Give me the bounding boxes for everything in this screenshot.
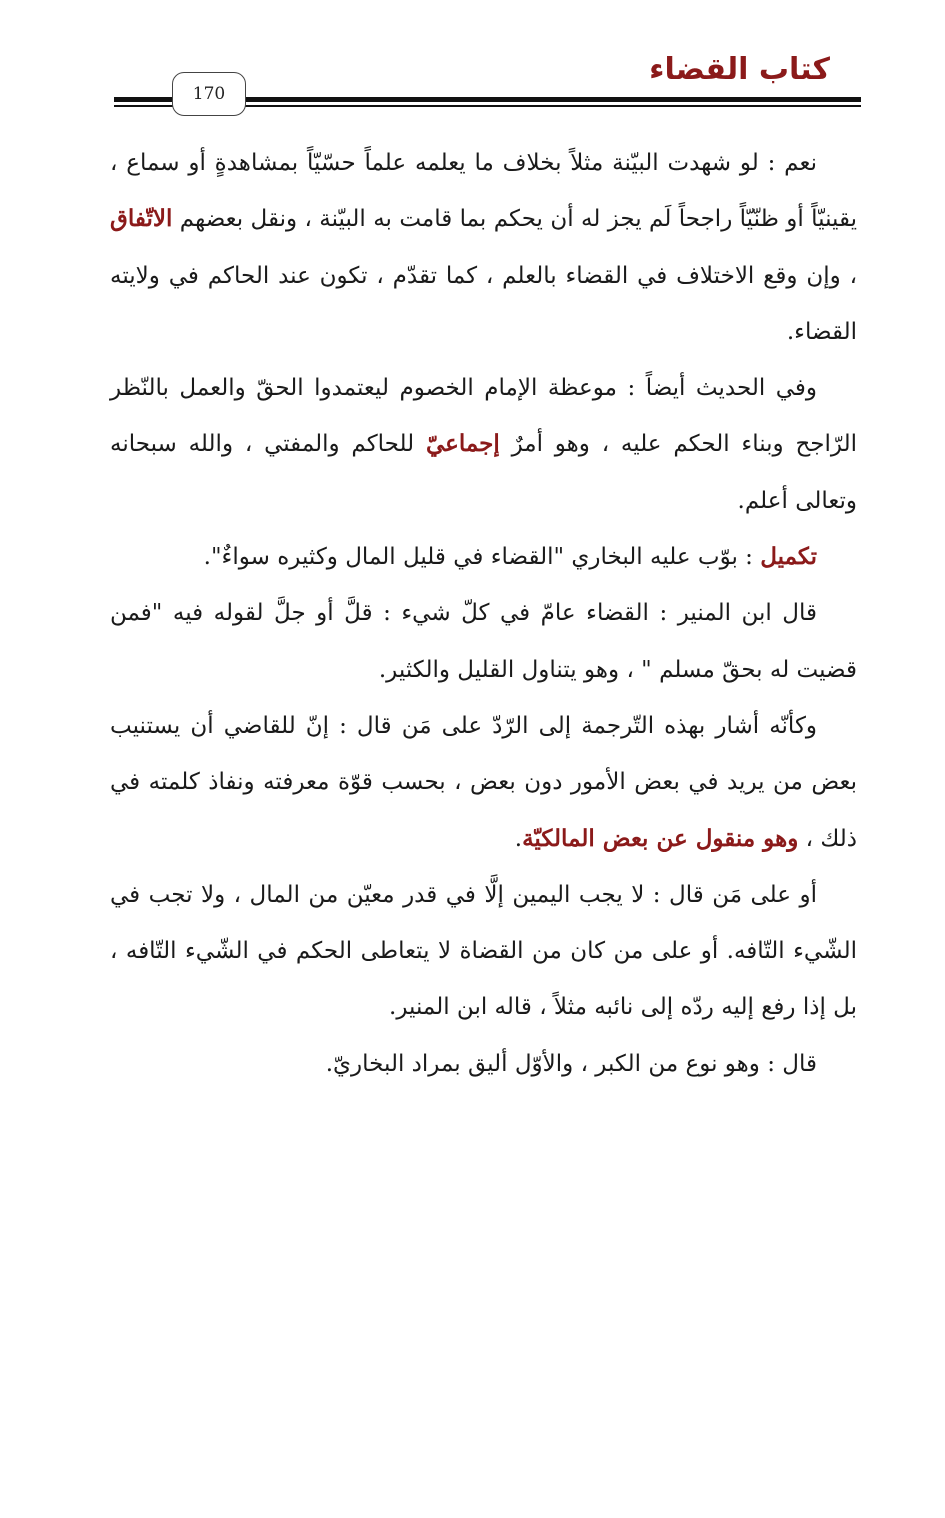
highlighted-term: تكميل (760, 543, 817, 571)
paragraph-text: نعم : لو شهدت البيّنة مثلاً بخلاف ما يعلمه علماً حسّيّاً بمشاهدةٍ أو سماع ، يقينيّاً أو ظنّيّاً راجحاً لَم يجز له أن يحكم بما قامت به البيّنة ، ونقل بعضهم (110, 150, 857, 233)
chapter-title: كتاب القضاء (649, 52, 830, 87)
page-body (110, 135, 857, 1092)
highlighted-term: وهو منقول عن بعض المالكيّة (522, 824, 799, 852)
paragraph-text: وكأنّه أشار بهذه التّرجمة إلى الرّدّ على مَن قال : إنّ للقاضي أن يستنيب بعض من يريد في بعض الأمور دون بعض ، بحسب قوّة معرفته ونفاذ كلمته في ذلك ، (110, 712, 857, 852)
paragraph-text: للحاكم والمفتي ، والله سبحانه وتعالى أعلم. (110, 431, 857, 514)
paragraph-text: . (514, 825, 523, 852)
paragraph-text: ، وإن وقع الاختلاف في القضاء بالعلم ، كما تقدّم ، تكون عند الحاكم في ولايته القضاء. (110, 262, 857, 345)
highlighted-term: الاتّفاق (110, 205, 173, 233)
paragraph (110, 585, 857, 698)
page-number: 170 (172, 72, 246, 116)
paragraph-text: وفي الحديث أيضاً : موعظة الإمام الخصوم ليعتمدوا الحقّ والعمل بالنّظر الرّاجح وبناء الحكم عليه ، وهو أمرٌ (110, 375, 858, 458)
highlighted-term: إجماعيّ (425, 430, 500, 458)
paragraph (110, 698, 857, 867)
paragraph-text: أو على مَن قال : لا يجب اليمين إلَّا في قدر معيّن من المال ، ولا تجب في الشّيء التّافه. أو على من كان من القضاة لا يتعاطى الحكم في الشّيء التّافه ، بل إذا رفع إليه ردّه إلى نائبه مثلاً ، قاله ابن المنير. (110, 881, 857, 1021)
paragraph-text: قال ابن المنير : القضاء عامّ في كلّ شيء : قلَّ أو جلَّ لقوله فيه "فمن قضيت له بحقّ مسلم " ، وهو يتناول القليل والكثير. (110, 600, 857, 683)
paragraph (110, 529, 857, 585)
paragraph (110, 360, 857, 529)
page-header (0, 0, 945, 130)
paragraph-text: قال : وهو نوع من الكبر ، والأوّل أليق بمراد البخاريّ. (325, 1050, 817, 1077)
paragraph (110, 1036, 857, 1092)
paragraph (110, 135, 857, 360)
paragraph-text: : بوّب عليه البخاري "القضاء في قليل المال وكثيره سواءٌ". (203, 544, 761, 571)
paragraph (110, 867, 857, 1036)
